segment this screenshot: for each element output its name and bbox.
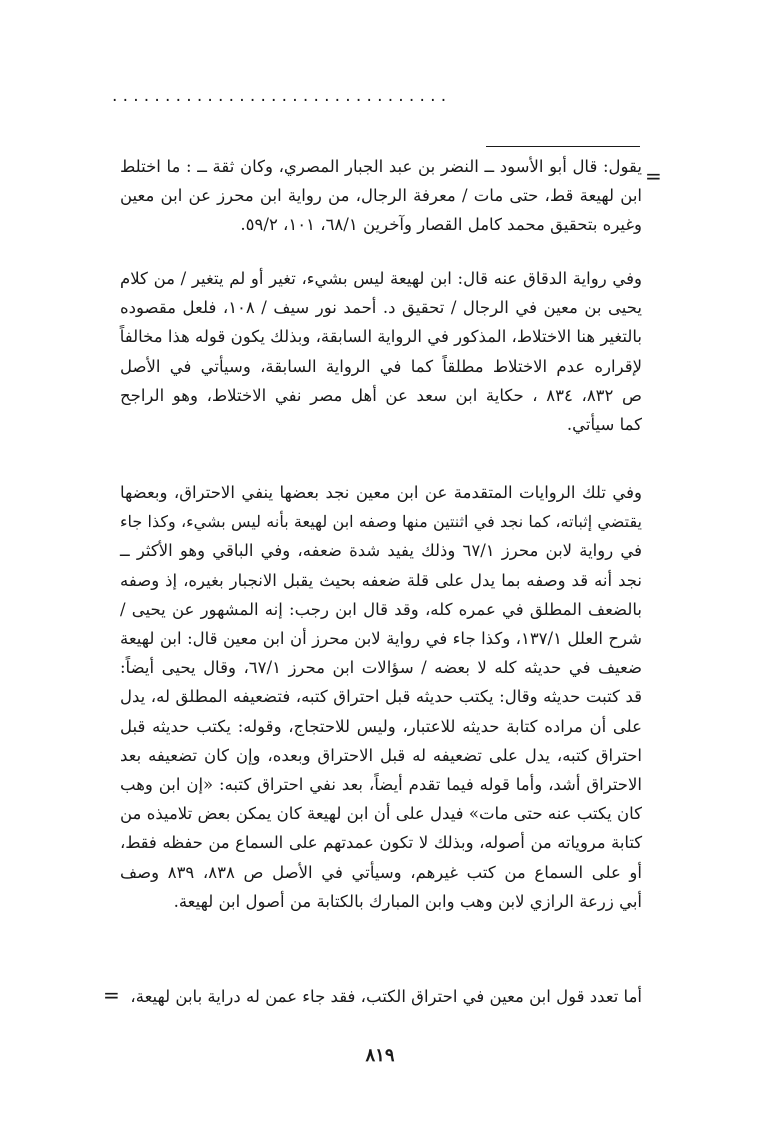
footnote-continuation-end-marker: = — [103, 983, 120, 1007]
text-line: كتابة مروياته من أصوله، وبذلك لا تكون عمدتهم على السماع من حفظه فقط، — [120, 833, 642, 853]
text-line: يقول: قال أبو الأسود ــ النضر بن عبد الجبار المصري، وكان ثقة ــ : ما اختلط — [120, 157, 642, 176]
text-line: ص ٨٣٢، ٨٣٤ ، حكاية ابن سعد عن أهل مصر نفي الاختلاط، وهو الراجح — [120, 385, 642, 405]
text-line: يحيى بن معين في الرجال / تحقيق د. أحمد نور سيف / ١٠٨، فلعل مقصوده — [120, 298, 643, 318]
footnote-paragraph-1 — [120, 152, 642, 240]
text-line: وفي رواية الدقاق عنه قال: ابن لهيعة ليس بشيء، تغير أو لم يتغير / من كلام — [120, 269, 642, 288]
text-line: كان يكتب عنه حتى مات» فيدل على أن ابن لهيعة كان يمكن بعض تلاميذه من — [120, 804, 642, 824]
text-line: نجد أنه قد وصفه بما يدل على قلة ضعفه بحيث يقبل الانجبار بغيره، إذ وصفه — [120, 570, 642, 590]
text-line: أو على السماع من كتب غيرهم، وسيأتي في الأصل ص ٨٣٨، ٨٣٩ وصف — [120, 862, 642, 882]
text-line: أبي زرعة الرازي لابن وهب وابن المبارك بالكتابة من أصول ابن لهيعة. — [173, 891, 642, 911]
text-line: بالضعف المطلق في عمره كله، وقد قال ابن رجب: إنه المشهور عن يحيى / — [120, 599, 642, 619]
footnote-paragraph-3 — [120, 478, 642, 916]
text-line: ابن لهيعة قط، حتى مات / معرفة الرجال، من رواية ابن محرز عن ابن معين — [120, 186, 642, 206]
page-number: ٨١٩ — [365, 1045, 395, 1066]
text-line: وغيره بتحقيق محمد كامل القصار وآخرين ٦٨/١، ١٠١، ٥٩/٢. — [240, 215, 642, 235]
text-line: قد كتبت حديثه وقال: يكتب حديثه قبل احتراق كتبه، فتضعيفه المطلق له، يدل — [120, 687, 642, 707]
text-line: لإقراره عدم الاختلاط مطلقاً كما في الرواية السابقة، وسيأتي في الأصل — [120, 356, 642, 376]
header-dotted-line: ................................ — [112, 86, 452, 106]
text-line: شرح العلل ١٣٧/١، وكذا جاء في رواية لابن محرز أن ابن معين قال: ابن لهيعة — [120, 629, 642, 649]
footnote-separator-rule — [486, 146, 640, 147]
text-line: الاحتراق أشد، وأما قوله فيما تقدم أيضاً، بعد نفي احتراق كتبه: «إن ابن وهب — [120, 775, 642, 795]
footnote-continuation-start-marker: = — [645, 164, 662, 188]
text-line: على أن مراده كتابة حديثه للاعتبار، وليس للاحتجاج، وقوله: يكتب حديثه قبل — [120, 716, 642, 736]
text-line: في رواية لابن محرز ٦٧/١ وذلك يفيد شدة ضعفه، وفي الباقي وهو الأكثر ــ — [120, 541, 642, 561]
text-line: وفي تلك الروايات المتقدمة عن ابن معين نجد بعضها ينفي الاحتراق، وبعضها — [120, 483, 642, 502]
text-line: ضعيف في حديثه كله لا بعضه / سؤالات ابن محرز ٦٧/١، وقال يحيى أيضاً: — [120, 658, 642, 678]
text-line: كما سيأتي. — [566, 415, 642, 435]
text-line: بالتغير هنا الاختلاط، المذكور في الرواية السابقة، وبذلك يكون قوله هذا مخالفاً — [119, 327, 642, 347]
text-line: احتراق كتبه، يدل على تضعيفه له قبل الاحتراق وبعده، وإن كان تضعيفه بعد — [120, 745, 642, 765]
text-line: أما تعدد قول ابن معين في احتراق الكتب، فقد جاء عمن له دراية بابن لهيعة، — [130, 987, 642, 1006]
text-line: يقتضي إثباته، كما نجد في اثنتين منها وصفه ابن لهيعة بأنه ليس بشيء، وكذا جاء — [120, 512, 642, 532]
footnote-paragraph-2 — [120, 264, 642, 439]
footnote-paragraph-4 — [120, 982, 642, 1011]
